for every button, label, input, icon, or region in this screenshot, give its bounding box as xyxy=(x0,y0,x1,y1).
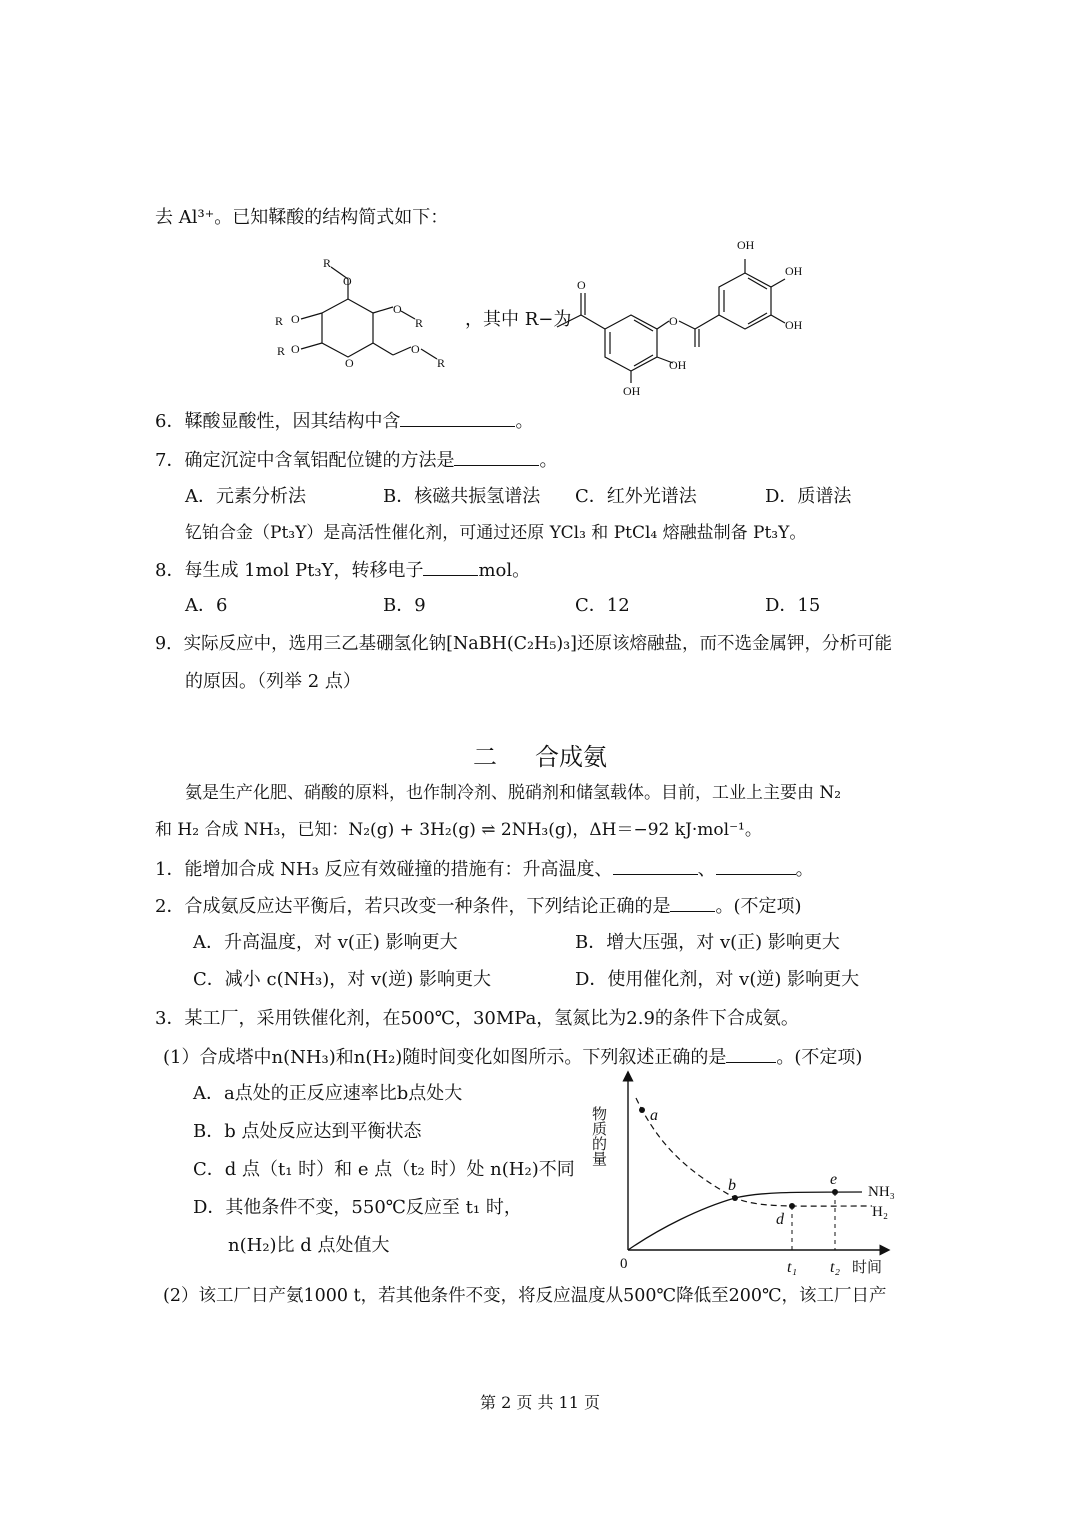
option-a: A．6 xyxy=(185,595,228,616)
x-axis-label: 时间 xyxy=(852,1260,883,1276)
label-r: R xyxy=(415,316,424,330)
label-oh: OH xyxy=(737,238,755,252)
question-8 xyxy=(155,557,530,583)
origin-label: 0 xyxy=(620,1256,628,1272)
s2-question-2-tail: 。(不定项) xyxy=(715,896,802,917)
y-axis-label: 物质的量 xyxy=(590,1106,606,1166)
galloyl-group-structure xyxy=(555,235,815,400)
s2-question-1-sep: 、 xyxy=(697,859,716,880)
label-e: e xyxy=(830,1171,838,1188)
label-r: R xyxy=(277,344,286,358)
sub1-tail: 。(不定项) xyxy=(776,1047,863,1068)
label-o: O xyxy=(577,278,586,292)
tannic-acid-core-structure xyxy=(265,255,465,385)
label-oh: OH xyxy=(669,358,687,372)
question-8-text: 8．每生成 1mol Pt₃Y，转移电子 xyxy=(155,560,424,581)
tick-t2: t₂ xyxy=(830,1259,841,1276)
option-c: C．减小 c(NH₃)，对 v(逆) 影响更大 xyxy=(193,969,491,990)
s2-question-2 xyxy=(155,893,802,919)
label-o-ring: O xyxy=(345,356,354,370)
point-b xyxy=(732,1195,738,1201)
question-7-text: 7．确定沉淀中含氧铝配位键的方法是 xyxy=(155,450,455,471)
question-6 xyxy=(155,408,533,434)
label-a: a xyxy=(650,1107,658,1124)
option-c: C．红外光谱法 xyxy=(575,486,697,507)
s2-question-3-sub2: (2）该工厂日产氨1000 t，若其他条件不变，将反应温度从500℃降低至200℃，该工厂日产 xyxy=(163,1286,887,1306)
label-o: O xyxy=(343,274,352,288)
label-oh: OH xyxy=(785,318,803,332)
label-b: b xyxy=(728,1177,736,1194)
label-d: d xyxy=(776,1211,784,1228)
question-6-tail: 。 xyxy=(515,411,534,432)
s2-question-1-tail: 。 xyxy=(795,859,814,880)
section-title xyxy=(0,737,1080,772)
answer-blank[interactable] xyxy=(454,447,539,466)
question-9-line2: 的原因。（列举 2 点） xyxy=(185,671,361,692)
question-8-tail: mol。 xyxy=(478,560,531,581)
label-r: R xyxy=(437,356,446,370)
label-o: O xyxy=(291,342,300,356)
answer-blank[interactable] xyxy=(670,893,715,912)
s2-question-3: 3．某工厂，采用铁催化剂，在500℃，30MPa，氢氮比为2.9的条件下合成氨。 xyxy=(155,1008,799,1029)
question-6-text: 6．鞣酸显酸性，因其结构中含 xyxy=(155,411,401,432)
section-number: 二 xyxy=(473,743,497,771)
label-oh: OH xyxy=(785,264,803,278)
option-d: D．质谱法 xyxy=(765,486,852,507)
option-d: D．15 xyxy=(765,595,821,616)
option-c: C．d 点（t₁ 时）和 e 点（t₂ 时）处 n(H₂)不同 xyxy=(193,1159,575,1180)
label-o-ester: O xyxy=(669,314,678,328)
option-b: B．增大压强，对 v(正) 影响更大 xyxy=(575,932,840,953)
option-b: B．9 xyxy=(383,595,426,616)
label-o: O xyxy=(411,342,420,356)
label-o: O xyxy=(393,302,402,316)
option-a: A．元素分析法 xyxy=(185,486,306,507)
pt-intro: 钇铂合金（Pt₃Y）是高活性催化剂，可通过还原 YCl₃ 和 PtCl₄ 熔融盐制备 Pt₃Y。 xyxy=(185,523,807,543)
option-d: D．其他条件不变，550℃反应至 t₁ 时， xyxy=(193,1197,522,1218)
label-oh: OH xyxy=(623,384,641,398)
legend-h2: H₂ xyxy=(872,1204,889,1220)
option-b: B．核磁共振氢谱法 xyxy=(383,486,541,507)
point-d xyxy=(789,1203,795,1209)
question-7-tail: 。 xyxy=(539,450,558,471)
nh3-h2-time-chart xyxy=(590,1068,900,1278)
s2-question-2-text: 2．合成氨反应达平衡后，若只改变一种条件，下列结论正确的是 xyxy=(155,896,671,917)
sub1-text: (1）合成塔中n(NH₃)和n(H₂)随时间变化如图所示。下列叙述正确的是 xyxy=(163,1047,727,1068)
option-d: D．使用催化剂，对 v(逆) 影响更大 xyxy=(575,969,860,990)
tick-t1: t₁ xyxy=(787,1259,798,1276)
point-a xyxy=(639,1107,645,1113)
s2-question-1 xyxy=(155,856,814,882)
answer-blank[interactable] xyxy=(716,856,796,875)
option-c: C．12 xyxy=(575,595,630,616)
s2-question-3-sub1 xyxy=(163,1044,862,1070)
page-footer: 第 2 页 共 11 页 xyxy=(480,1393,600,1412)
section-name: 合成氨 xyxy=(535,743,607,771)
option-d-continued: n(H₂)比 d 点处值大 xyxy=(228,1235,390,1256)
answer-blank[interactable] xyxy=(423,557,478,576)
s2-question-1-text: 1．能增加合成 NH₃ 反应有效碰撞的措施有：升高温度、 xyxy=(155,859,613,880)
answer-blank[interactable] xyxy=(726,1044,776,1063)
question-7 xyxy=(155,447,557,473)
label-r: R xyxy=(323,256,332,270)
section-intro-1: 氨是生产化肥、硝酸的原料，也作制冷剂、脱硝剂和储氢载体。目前，工业上主要由 N₂ xyxy=(185,783,842,803)
option-b: B．b 点处反应达到平衡状态 xyxy=(193,1121,422,1142)
label-o: O xyxy=(291,312,300,326)
label-r: R xyxy=(275,314,284,328)
option-a: A．a点处的正反应速率比b点处大 xyxy=(193,1083,463,1104)
option-a: A．升高温度，对 v(正) 影响更大 xyxy=(193,932,458,953)
legend-nh3: NH₃ xyxy=(868,1184,895,1200)
intro-line: 去 Al³⁺。已知鞣酸的结构简式如下： xyxy=(155,207,449,228)
answer-blank[interactable] xyxy=(400,408,515,427)
question-9-line1: 9．实际反应中，选用三乙基硼氢化钠[NaBH(C₂H₅)₃]还原该熔融盐，而不选金属钾，分析可能 xyxy=(155,634,893,654)
answer-blank[interactable] xyxy=(613,856,698,875)
point-e xyxy=(832,1189,838,1195)
section-intro-2: 和 H₂ 合成 NH₃，已知：N₂(g) + 3H₂(g) ⇌ 2NH₃(g)，ΔH＝−92 kJ·mol⁻¹。 xyxy=(155,820,762,840)
r-group-label: ，其中 R−为 xyxy=(465,309,572,330)
